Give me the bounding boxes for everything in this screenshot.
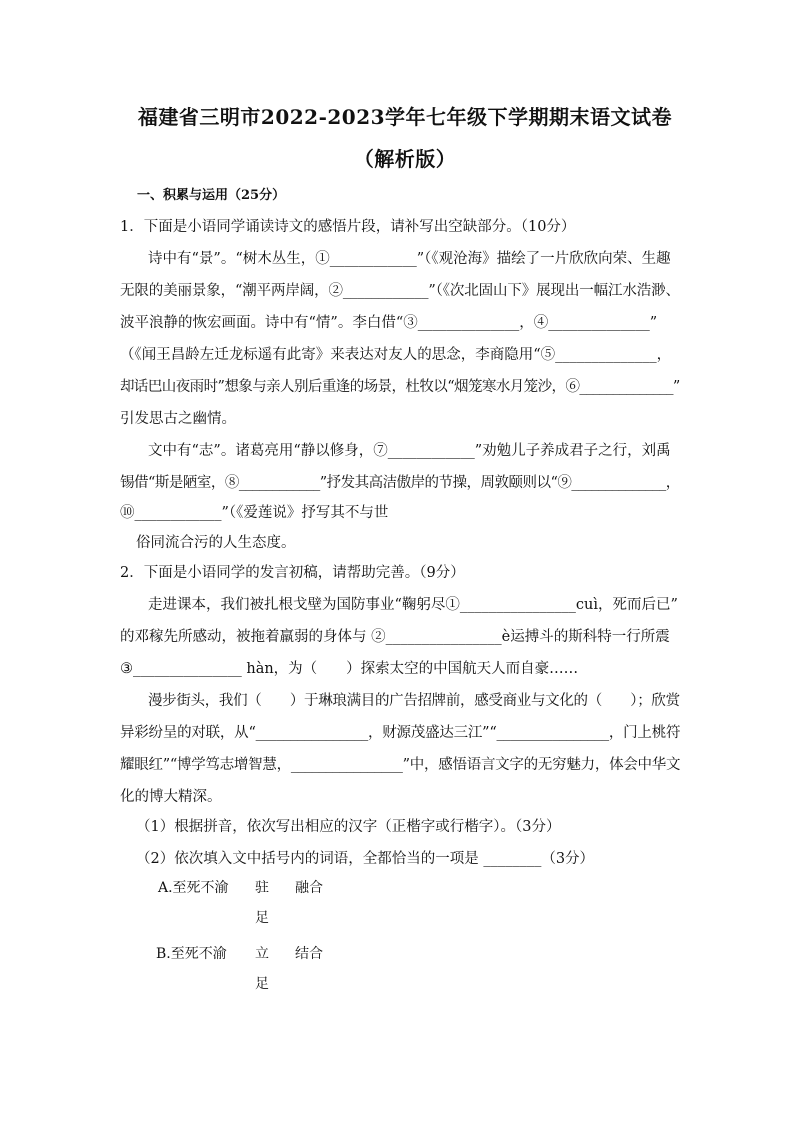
option-b-label: B.至死不渝 — [156, 946, 227, 962]
q2-line: 走进课本，我们被扎根戈壁为国防事业“鞠躬尽①________________cuì，死而后已” — [148, 597, 678, 613]
question-2-stem: 2．下面是小语同学的发言初稿，请帮助完善。（9分） — [120, 565, 465, 581]
q1-line: 诗中有“景”。“树木丛生，①____________”（《观沧海》描绘了一片欣欣向荣、生趣 — [148, 251, 671, 267]
sub-question-1: （1）根据拼音，依次写出相应的汉字（正楷字或行楷字）。（3分） — [136, 819, 561, 835]
q2-line: 异彩纷呈的对联，从“________________，财源茂盛达三江”“________________，门上桃符 — [120, 725, 681, 741]
q1-line: 无限的美丽景象，“潮平两岸阔，②____________”（《次北固山下》展现出一幅江水浩渺、 — [120, 283, 680, 299]
q2-line: 耀眼红”“博学笃志增智慧，________________”中，感悟语言文字的无穷魅力，体会中华文 — [120, 757, 681, 773]
option-a-word1-cont: 足 — [255, 910, 269, 926]
q1-line: 俗同流合污的人生态度。 — [136, 535, 296, 551]
sub-question-2: （2）依次填入文中括号内的词语，全都恰当的一项是 ________（3分） — [136, 851, 595, 867]
q2-line: 化的博大精深。 — [120, 789, 222, 805]
option-b-word2: 结合 — [295, 946, 323, 962]
q1-line: ⑩____________”（《爱莲说》抒写其不与世 — [120, 505, 389, 521]
option-b-word1: 立 — [255, 946, 269, 962]
q2-line: ③_______________ hàn，为（ ）探索太空的中国航天人而自豪…… — [120, 661, 579, 677]
page-title: 福建省三明市2022-2023学年七年级下学期期末语文试卷（解析版） — [137, 105, 673, 171]
q1-line: 波平浪静的恢宏画面。诗中有“情”。李白借“③______________，④______________” — [120, 315, 658, 331]
q2-line: 的邓稼先所感动，被拖着羸弱的身体与 ②________________è运搏斗的斯科特一行所震 — [120, 629, 670, 645]
section-heading: 一、积累与运用（25分） — [137, 188, 286, 203]
q1-line: 锡借“斯是陋室，⑧____________”抒发其高洁傲岸的节操，周敦颐则以“⑨______________， — [120, 475, 680, 491]
option-b-word1-cont: 足 — [255, 976, 269, 992]
q1-line: （《闻王昌龄左迁龙标遥有此寄》来表达对友人的思念，李商隐用“⑤______________， — [120, 347, 672, 363]
q1-line: 却话巴山夜雨时”想象与亲人别后重逢的场景，杜牧以“烟笼寒水月笼沙，⑥______________” — [120, 379, 680, 395]
option-a-word2: 融合 — [295, 880, 323, 896]
option-a-label: A.至死不渝 — [158, 880, 229, 896]
option-a-word1: 驻 — [255, 880, 269, 896]
q2-line: 漫步街头，我们（ ）于琳琅满目的广告招牌前，感受商业与文化的（ ）；欣赏 — [148, 693, 680, 709]
q1-line: 文中有“志”。诸葛亮用“静以修身，⑦____________”劝勉儿子养成君子之行，刘禹 — [148, 443, 671, 459]
q1-line: 引发思古之幽情。 — [120, 411, 236, 427]
question-1-stem: 1．下面是小语同学诵读诗文的感悟片段，请补写出空缺部分。（10分） — [120, 219, 576, 235]
